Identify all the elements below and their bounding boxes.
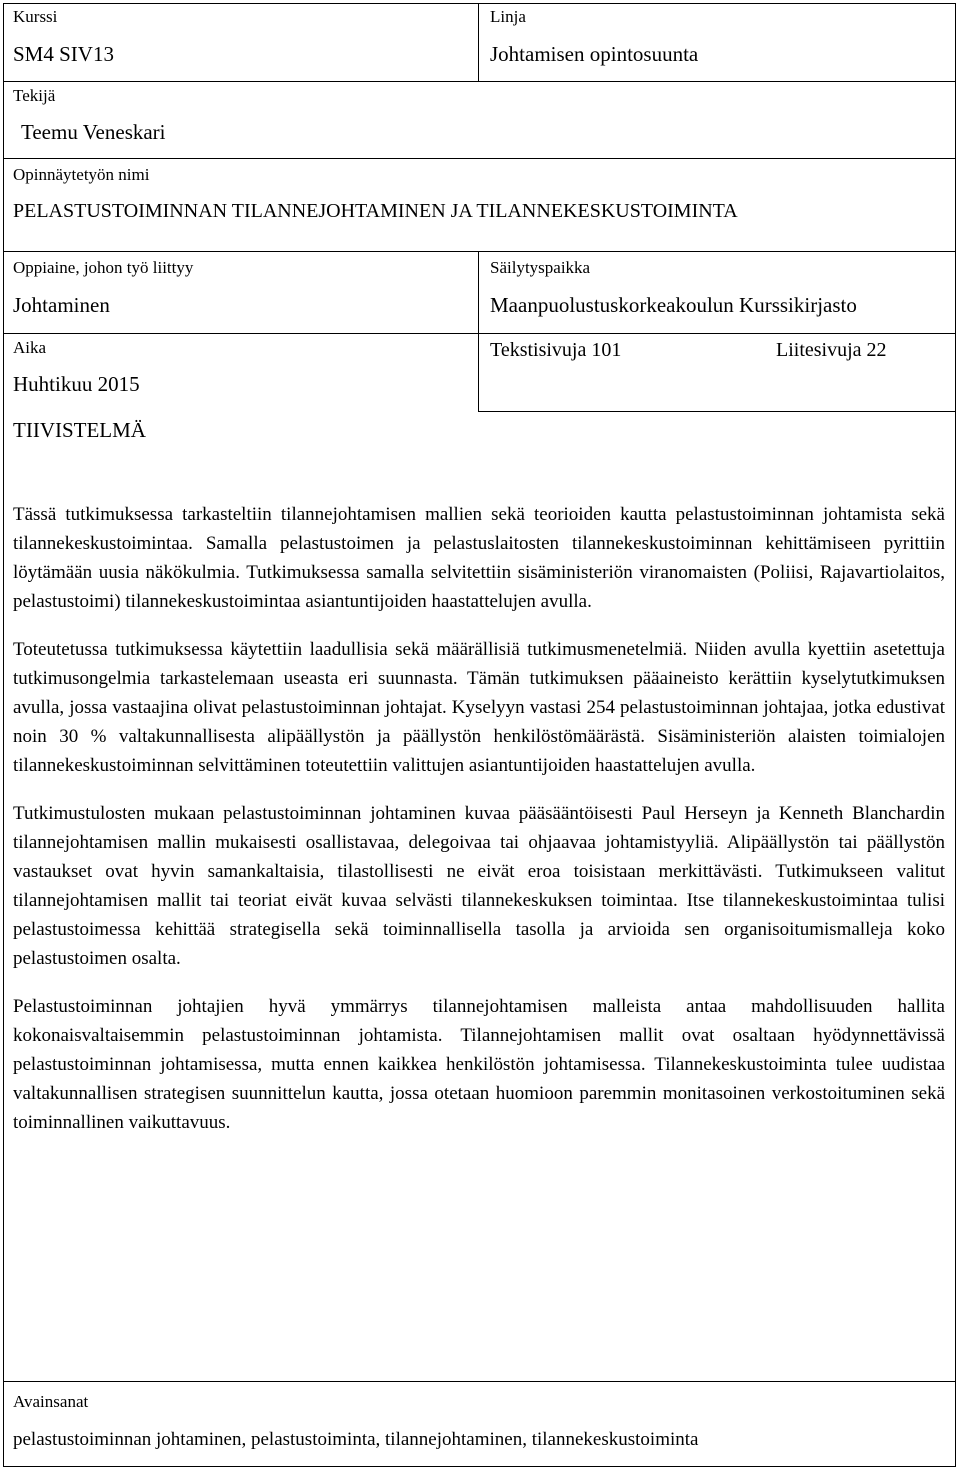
keywords-value: pelastustoiminnan johtaminen, pelastustoiminta, tilannejohtaminen, tilannekeskustoiminta [13, 1429, 699, 1450]
divider [3, 81, 956, 82]
storage-value: Maanpuolustuskorkeakoulun Kurssikirjasto [490, 293, 857, 317]
abstract-paragraph: Tässä tutkimuksessa tarkasteltiin tilannejohtamisen mallien sekä teorioiden kautta pelastustoiminnan johtamista sekä tilannekeskustoimintaa. Samalla pelastustoimen ja pelastuslaitosten tilannekeskustoiminnan kehittämiseen pyrittiin löytämään uusia näkökulmia. Tutkimuksessa samalla selvitettiin sisäministeriön viranomaisten (Poliisi, Rajavartiolaitos, pelastustoimi) tilannekeskustoimintaa asiantuntijoiden haastattelujen avulla. [13, 504, 945, 612]
course-label: Kurssi [13, 7, 58, 26]
abstract-body [13, 500, 945, 1156]
divider [478, 411, 956, 412]
thesis-title: PELASTUSTOIMINNAN TILANNEJOHTAMINEN JA TILANNEKESKUSTOIMINTA [13, 200, 738, 222]
course-value: SM4 SIV13 [13, 42, 114, 66]
divider [478, 3, 479, 81]
divider [3, 333, 956, 334]
divider [3, 251, 956, 252]
summary-heading: TIIVISTELMÄ [13, 418, 146, 442]
abstract-paragraph: Tutkimustulosten mukaan pelastustoiminnan johtaminen kuvaa pääsääntöisesti Paul Herseyn ja Kenneth Blanchardin tilannejohtamisen mallin mukaisesti osallistavaa, delegoivaa tai ohjaavaa johtamistyyliä. Alipäällystön tai päällystön vastaukset ovat hyvin samankaltaisia, tilastollisesti ne eivät eroa toisistaan merkittävästi. Tutkimukseen valitut tilannejohtamisen mallit tai teoriat eivät kuvaa selvästi tilannekeskuksen toimintaa. Itse tilannekeskustoimintaa tulisi pelastustoimessa kehittää strategisella sekä toiminnallisella tasolla ja arvioida sen organisoitumismalleja koko pelastustoimen osalta. [13, 803, 945, 969]
divider [478, 251, 479, 411]
thesis-title-label: Opinnäytetyön nimi [13, 165, 150, 184]
keywords-label: Avainsanat [13, 1392, 89, 1411]
divider [3, 1381, 956, 1382]
line-value: Johtamisen opintosuunta [490, 42, 699, 66]
line-label: Linja [490, 7, 526, 26]
author-label: Tekijä [13, 86, 56, 105]
divider [3, 158, 956, 159]
storage-label: Säilytyspaikka [490, 258, 591, 277]
subject-value: Johtaminen [13, 293, 110, 317]
abstract-paragraph: Pelastustoiminnan johtajien hyvä ymmärrys tilannejohtamisen malleista antaa mahdollisuuden hallita kokonaisvaltaisemmin pelastustoiminnan johtamista. Tilannejohtamisen mallit ovat osaltaan hyödynnettävissä pelastustoiminnan johtamisessa, mutta ennen kaikkea henkilöstön johtamisessa. Tilannekeskustoiminta tulee uudistaa valtakunnallisen strategisen suunnittelun kautta, jossa otetaan huomioon paremmin monitasoinen verkostoituminen sekä toiminnallinen vaikuttavuus. [13, 996, 945, 1133]
author-value: Teemu Veneskari [21, 120, 166, 144]
time-value: Huhtikuu 2015 [13, 372, 140, 396]
appendix-pages: Liitesivuja 22 [776, 339, 887, 361]
text-pages: Tekstisivuja 101 [490, 339, 622, 361]
time-label: Aika [13, 338, 47, 357]
abstract-paragraph: Toteutetussa tutkimuksessa käytettiin laadullisia sekä määrällisiä tutkimusmenetelmiä. Niiden avulla kyettiin asetettuja tutkimusongelmia tarkastelemaan useasta eri suunnasta. Tämän tutkimuksen pääaineisto kerättiin kyselytutkimuksen avulla, jossa vastaajina olivat pelastustoiminnan johtajat. Kyselyyn vastasi 254 pelastustoiminnan johtajaa, jotka edustivat noin 30 % valtakunnallisesta alipäällystön ja päällystön henkilöstömäärästä. Sisäministeriön alaisten toimialojen tilannekeskustoiminnan selvittäminen toteutettiin valittujen asiantuntijoiden haastattelujen avulla. [13, 639, 945, 776]
subject-label: Oppiaine, johon työ liittyy [13, 258, 194, 277]
